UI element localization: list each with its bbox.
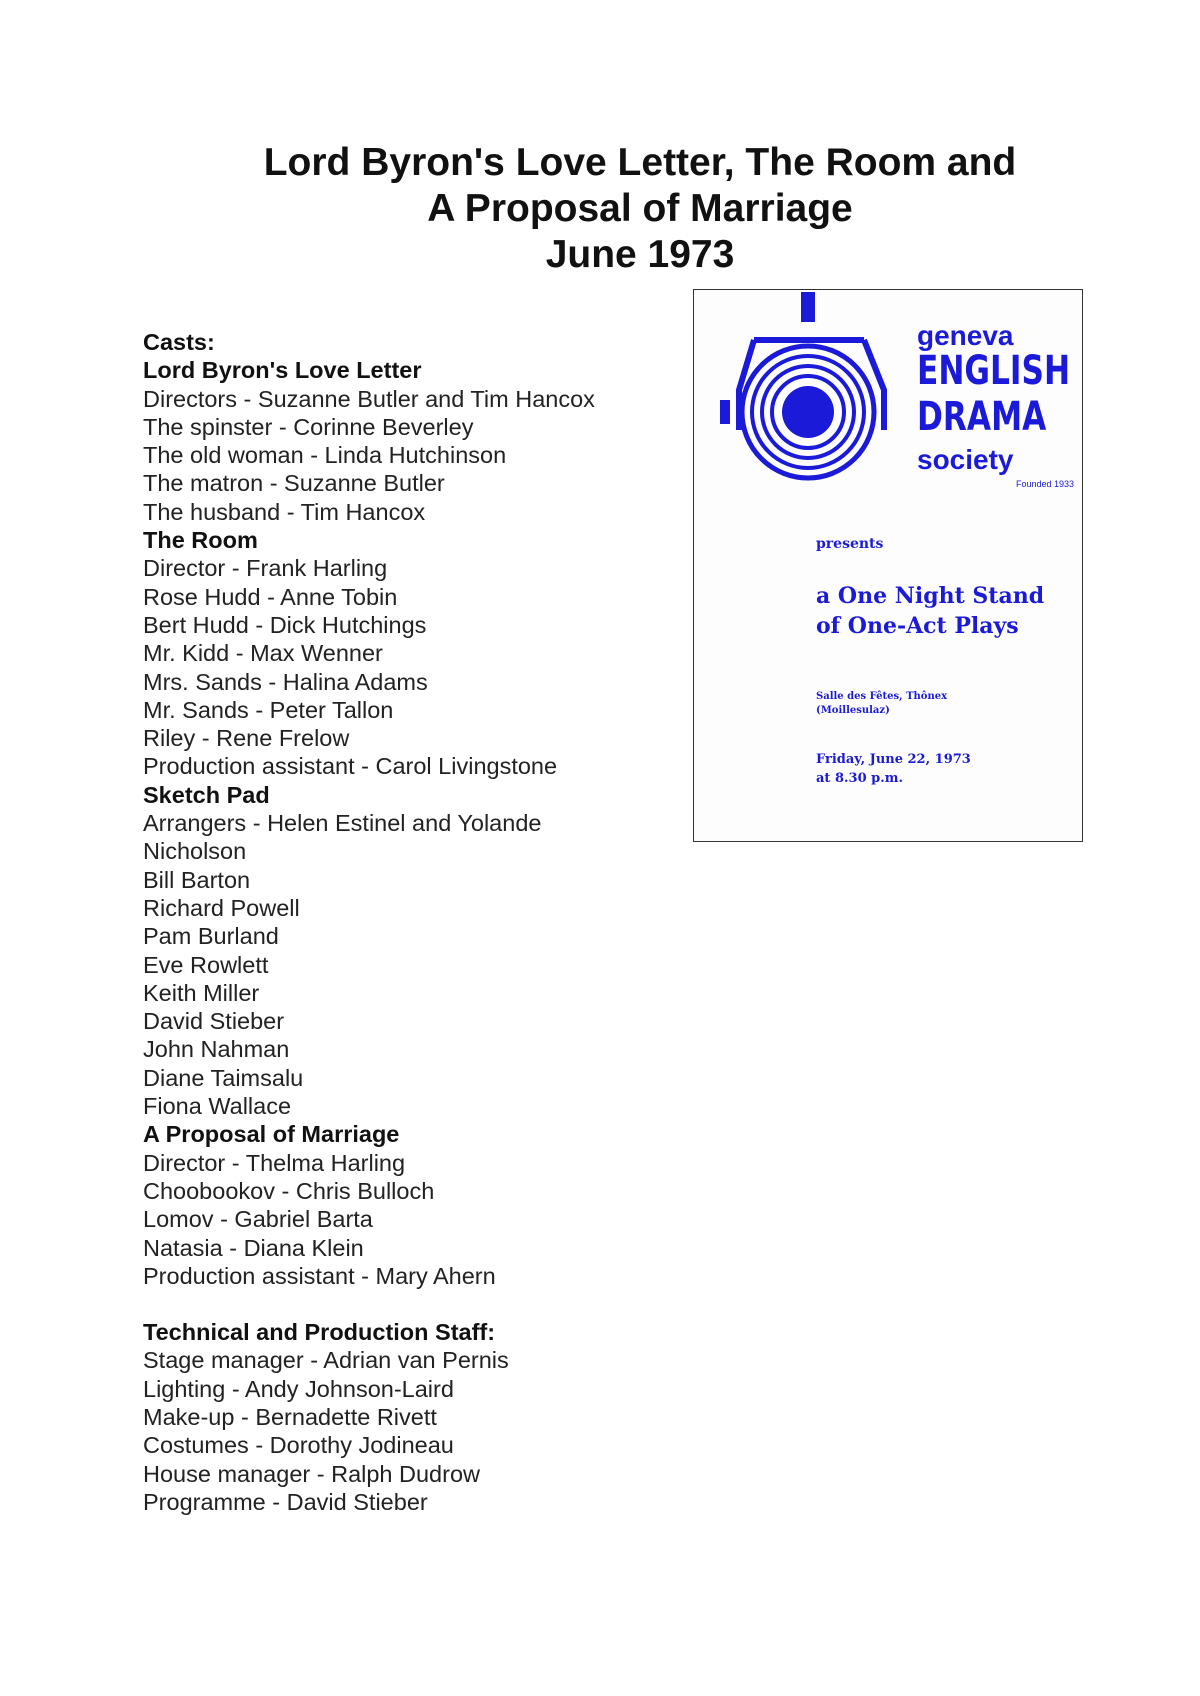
credit-line: Nicholson <box>143 838 247 865</box>
section-heading: A Proposal of Marriage <box>143 1121 400 1148</box>
credit-line: Director - Thelma Harling <box>143 1149 406 1176</box>
credit-line: The matron - Suzanne Butler <box>143 470 445 497</box>
credit-line: Bill Barton <box>143 866 251 893</box>
title-line-1: Lord Byron's Love Letter, The Room and <box>263 141 1017 184</box>
staff-line: Costumes - Dorothy Jodineau <box>143 1432 454 1459</box>
casts-heading: Casts: <box>143 329 215 355</box>
credit-line: Production assistant - Carol Livingstone <box>143 753 558 780</box>
page-title <box>0 140 1200 278</box>
date-line-1: Friday, June 22, 1973 <box>816 752 971 767</box>
credit-line: Mr. Kidd - Max Wenner <box>143 640 383 667</box>
credit-line: David Stieber <box>143 1008 285 1035</box>
venue-line-2: (Moillesulaz) <box>816 705 890 716</box>
credit-line: Lomov - Gabriel Barta <box>143 1206 373 1233</box>
credit-line: Riley - Rene Frelow <box>143 725 350 752</box>
section-heading: The Room <box>143 527 258 554</box>
credit-line: Fiona Wallace <box>143 1093 292 1120</box>
staff-line: Lighting - Andy Johnson-Laird <box>143 1375 454 1402</box>
credit-line: John Nahman <box>143 1036 290 1063</box>
credit-line: Richard Powell <box>143 894 300 921</box>
headline-line-1: a One Night Stand <box>816 583 1045 609</box>
section-gap <box>143 1290 663 1318</box>
title-line-3: June 1973 <box>545 233 735 276</box>
credit-line: The old woman - Linda Hutchinson <box>143 442 507 469</box>
credit-line: Diane Taimsalu <box>143 1064 304 1091</box>
staff-line: Make-up - Bernadette Rivett <box>143 1403 437 1430</box>
credit-line: Pam Burland <box>143 923 279 950</box>
presents-text: presents <box>816 536 884 552</box>
credit-line: Natasia - Diana Klein <box>143 1234 364 1261</box>
credit-line: Directors - Suzanne Butler and Tim Hancox <box>143 385 595 412</box>
headline-line-2: of One-Act Plays <box>816 613 1019 639</box>
credit-line: The husband - Tim Hancox <box>143 498 426 525</box>
credit-line: Keith Miller <box>143 979 260 1006</box>
section-heading: Lord Byron's Love Letter <box>143 357 422 384</box>
cast-sections <box>143 356 663 1290</box>
credit-line: Mr. Sands - Peter Tallon <box>143 696 394 723</box>
section-heading: Sketch Pad <box>143 781 270 808</box>
credit-line: Choobookov - Chris Bulloch <box>143 1177 435 1204</box>
credit-line: Production assistant - Mary Ahern <box>143 1262 496 1289</box>
staff-line: Stage manager - Adrian van Pernis <box>143 1347 509 1374</box>
org-name-drama: DRAMA <box>917 394 1047 440</box>
staff-line: House manager - Ralph Dudrow <box>143 1460 480 1487</box>
credit-line: Mrs. Sands - Halina Adams <box>143 668 428 695</box>
staff-list <box>143 1346 663 1516</box>
credit-line: Arrangers - Helen Estinel and Yolande <box>143 810 542 837</box>
staff-heading: Technical and Production Staff: <box>143 1319 496 1346</box>
org-name-society: society <box>917 444 1014 475</box>
programme-cover <box>693 289 1083 842</box>
staff-line: Programme - David Stieber <box>143 1488 428 1515</box>
founded-text: Founded 1933 <box>1016 479 1075 489</box>
org-name-geneva: geneva <box>917 320 1014 351</box>
date-line-2: at 8.30 p.m. <box>816 771 904 786</box>
title-line-2: A Proposal of Marriage <box>427 187 853 230</box>
credit-line: Director - Frank Harling <box>143 555 388 582</box>
credit-line: Eve Rowlett <box>143 951 269 978</box>
credit-line: Bert Hudd - Dick Hutchings <box>143 611 427 638</box>
credits-list <box>143 328 663 1516</box>
venue-line-1: Salle des Fêtes, Thônex <box>816 691 948 702</box>
org-name-english: ENGLISH <box>917 348 1071 394</box>
credit-line: Rose Hudd - Anne Tobin <box>143 583 398 610</box>
credit-line: The spinster - Corinne Beverley <box>143 413 474 440</box>
